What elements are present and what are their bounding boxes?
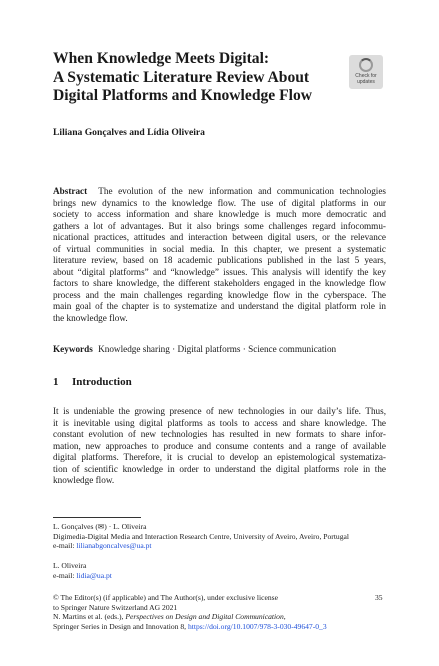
abstract-line: about “digital platforms” and “knowledge” issues. This analysis will identify the key <box>53 266 386 277</box>
series-line: Springer Series in Design and Innovation 8, https://doi.org/10.1007/978-3-030-49647-0_3 <box>53 621 327 631</box>
body-line: knowledge flow. <box>53 475 115 486</box>
title-line-1: When Knowledge Meets Digital: <box>53 50 270 67</box>
badge-text: Check for updates <box>355 73 377 85</box>
abstract-line: factors to share knowledge, the different stakeholders engaged in the knowledge flow <box>53 278 386 289</box>
body-line: constant evolution of new technologies has resulted in new formats to share infor- <box>53 429 386 440</box>
abstract-line: Abstract The evolution of the new information and communication technologies <box>53 186 386 196</box>
title-line-2: A Systematic Literature Review About <box>53 68 310 86</box>
abstract-heading: Abstract <box>53 186 88 196</box>
affiliation-2 <box>53 561 393 580</box>
body-line: tion of scientific knowledge in order to understand the digital platforms role in the <box>53 463 386 474</box>
affiliation-institution: Digimedia-Digital Media and Interaction Research Centre, University of Aveiro, Aveiro, Portugal <box>53 531 349 541</box>
section-heading <box>53 376 132 388</box>
copyright-block <box>53 593 393 631</box>
abstract-line: of virtual communities in social media. In this chapter, we present a systematic <box>53 243 386 254</box>
check-for-updates-icon <box>359 58 373 72</box>
affiliation-names: L. Gonçalves (✉) · L. Oliveira <box>53 522 147 531</box>
author-list: Liliana Gonçalves and Lídia Oliveira <box>53 127 205 138</box>
abstract-line: main goal of the chapter is to systematize and understand the digital platform role in <box>53 301 386 312</box>
doi-link[interactable]: https://doi.org/10.1007/978-3-030-49647-0_3 <box>187 621 327 631</box>
abstract-line: nicational practices, attitudes and interaction between digital users, or the relevance <box>53 232 386 243</box>
paper-title <box>53 50 333 106</box>
copyright-line-1: © The Editor(s) (if applicable) and The Author(s), under exclusive license <box>53 593 279 602</box>
title-line-3: Digital Platforms and Knowledge Flow <box>53 87 313 104</box>
keywords-text: Knowledge sharing · Digital platforms · Science communication <box>98 344 337 354</box>
copyright-line-2: to Springer Nature Switzerland AG 2021 <box>53 602 178 612</box>
body-line: digital platforms. Therefore, it is crucial to develop an epistemological systematiza- <box>53 452 386 463</box>
keywords-line <box>53 344 336 354</box>
body-line: mation, new approaches to produce and consume contents and a range of available <box>53 440 386 451</box>
book-title: Perspectives on Design and Digital Communication <box>125 612 284 622</box>
email-link[interactable]: lilianabgoncalves@ua.pt <box>76 541 152 551</box>
abstract-line: gathers a lot of advantages. But it also brings some challenges regard infocommu- <box>53 220 386 231</box>
affiliation-1 <box>53 522 393 551</box>
affiliation-email-line: e-mail: lilianabgoncalves@ua.pt <box>53 541 152 551</box>
abstract-line: brings new dynamics to the knowledge flow. The use of digital platforms in our <box>53 197 386 208</box>
abstract-line: the knowledge flow. <box>53 313 128 324</box>
affiliation-name: L. Oliveira <box>53 561 87 570</box>
abstract-line: society to access information and share knowledge is much more democratic and <box>53 209 386 220</box>
abstract-line: process and the main challenges regarding knowledge flow in the cyberspace. The <box>53 289 386 300</box>
section-title: Introduction <box>72 376 132 388</box>
email-link[interactable]: lidia@ua.pt <box>76 570 112 580</box>
body-line: It is undeniable the growing presence of new technologies in our daily’s life. Thus, <box>53 406 386 416</box>
check-for-updates-badge[interactable] <box>349 55 383 89</box>
abstract-block <box>53 186 386 325</box>
page-number: 35 <box>375 593 383 602</box>
abstract-line: literature review, based on 18 academic publications published in the last 5 years, <box>53 255 386 266</box>
introduction-paragraph <box>53 406 386 487</box>
keywords-heading: Keywords <box>53 344 93 354</box>
citation-line: N. Martins et al. (eds.), Perspectives on Design and Digital Communication, <box>53 612 286 622</box>
section-number: 1 <box>53 376 59 388</box>
body-line: it is inevitable using digital platforms as tools to access and share knowledge. The <box>53 417 386 428</box>
affiliation-email-line: e-mail: lidia@ua.pt <box>53 570 112 580</box>
footnote-divider <box>53 517 141 518</box>
